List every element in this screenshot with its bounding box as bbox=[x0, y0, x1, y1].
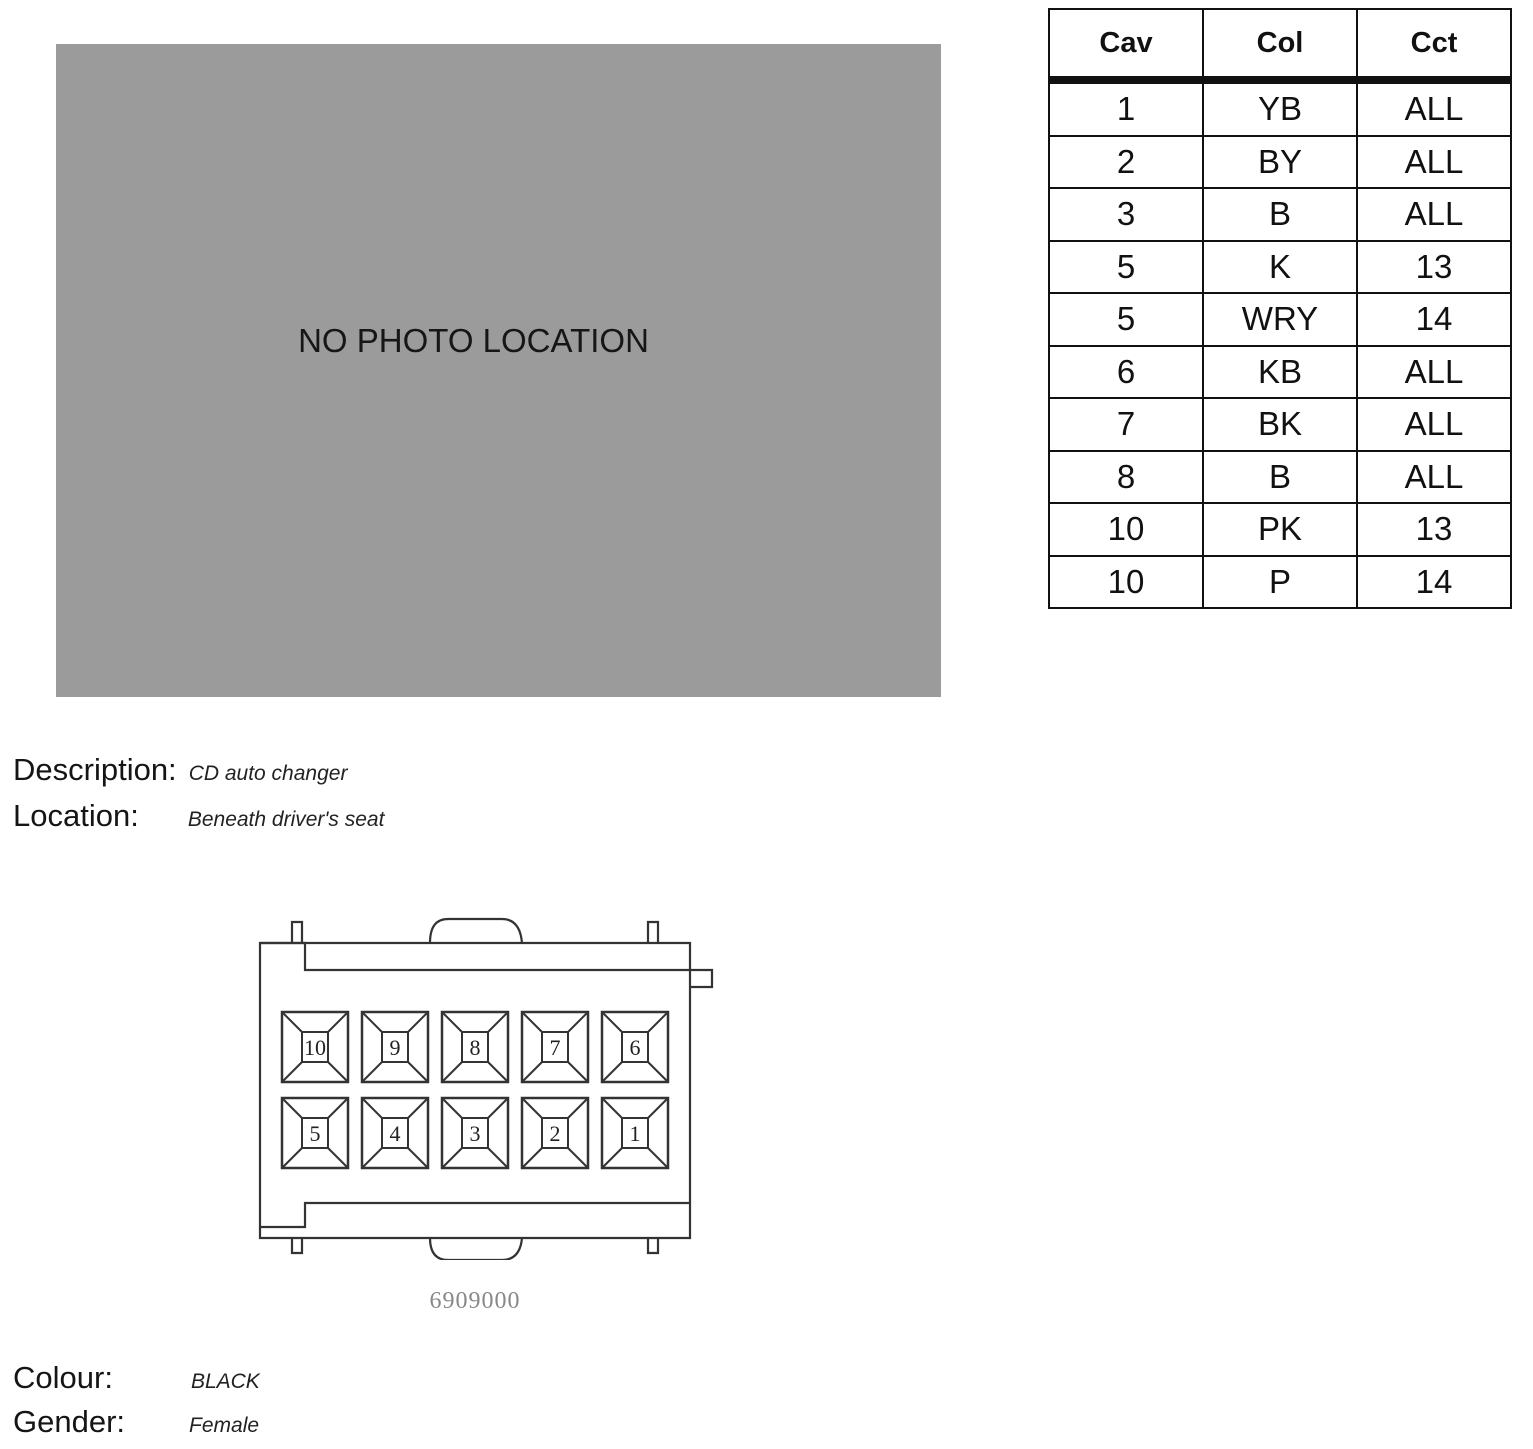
housing-bottom-rail bbox=[260, 1203, 690, 1227]
side-key bbox=[690, 970, 712, 987]
cell-cavity: 8 bbox=[1049, 451, 1203, 504]
connector-housing bbox=[260, 943, 690, 1238]
cell-colour: B bbox=[1203, 451, 1357, 504]
cavity-number-label: 4 bbox=[389, 1121, 401, 1146]
cavity-number-label: 2 bbox=[549, 1121, 561, 1146]
cell-colour: WRY bbox=[1203, 293, 1357, 346]
cavity-4 bbox=[362, 1098, 428, 1168]
cavity-number-label: 7 bbox=[549, 1035, 561, 1060]
pin-table-row bbox=[1049, 241, 1511, 294]
pin-table-row bbox=[1049, 188, 1511, 241]
cavity-9 bbox=[362, 1012, 428, 1082]
top-latch bbox=[430, 919, 522, 943]
description-label: Description: bbox=[13, 752, 177, 787]
cavity-number-label: 1 bbox=[629, 1121, 641, 1146]
pin-table-row bbox=[1049, 136, 1511, 189]
cell-circuit: ALL bbox=[1357, 346, 1511, 399]
description-value: CD auto changer bbox=[188, 762, 348, 785]
header-colour: Col bbox=[1203, 9, 1357, 80]
cavity-3 bbox=[442, 1098, 508, 1168]
cell-cavity: 5 bbox=[1049, 241, 1203, 294]
cell-colour: BK bbox=[1203, 398, 1357, 451]
cell-colour: KB bbox=[1203, 346, 1357, 399]
top-right-tab bbox=[648, 922, 658, 943]
cell-colour: B bbox=[1203, 188, 1357, 241]
housing-top-rail bbox=[260, 943, 690, 970]
pin-table-row bbox=[1049, 451, 1511, 504]
cell-circuit: 13 bbox=[1357, 241, 1511, 294]
colour-label: Colour: bbox=[13, 1360, 113, 1395]
pin-table-row bbox=[1049, 503, 1511, 556]
colour-value: BLACK bbox=[190, 1370, 260, 1393]
cavity-8 bbox=[442, 1012, 508, 1082]
cell-cavity: 3 bbox=[1049, 188, 1203, 241]
description-row bbox=[13, 752, 347, 788]
cell-colour: PK bbox=[1203, 503, 1357, 556]
cell-cavity: 6 bbox=[1049, 346, 1203, 399]
pin-table-row bbox=[1049, 80, 1511, 136]
cell-colour: BY bbox=[1203, 136, 1357, 189]
cavity-2 bbox=[522, 1098, 588, 1168]
gender-value: Female bbox=[189, 1414, 260, 1437]
cell-cavity: 5 bbox=[1049, 293, 1203, 346]
bottom-left-tab bbox=[292, 1238, 302, 1253]
top-left-tab bbox=[292, 922, 302, 943]
cell-circuit: ALL bbox=[1357, 188, 1511, 241]
cell-circuit: ALL bbox=[1357, 398, 1511, 451]
bottom-latch bbox=[430, 1238, 522, 1260]
cell-circuit: ALL bbox=[1357, 80, 1511, 136]
cell-circuit: ALL bbox=[1357, 451, 1511, 504]
cavity-number-label: 8 bbox=[469, 1035, 481, 1060]
pin-table-row bbox=[1049, 398, 1511, 451]
connector-face-diagram bbox=[240, 905, 720, 1260]
cavity-pin-table bbox=[1048, 8, 1512, 609]
cell-circuit: 14 bbox=[1357, 556, 1511, 609]
location-value: Beneath driver's seat bbox=[187, 808, 385, 831]
cavity-6 bbox=[602, 1012, 668, 1082]
cell-cavity: 1 bbox=[1049, 80, 1203, 136]
cell-colour: YB bbox=[1203, 80, 1357, 136]
cell-colour: K bbox=[1203, 241, 1357, 294]
cell-cavity: 2 bbox=[1049, 136, 1203, 189]
cavity-number-label: 6 bbox=[629, 1035, 641, 1060]
cell-circuit: 14 bbox=[1357, 293, 1511, 346]
connector-part-number: 6909000 bbox=[429, 1288, 521, 1314]
pin-table-header-row bbox=[1049, 9, 1511, 80]
header-cavity: Cav bbox=[1049, 9, 1203, 80]
cavity-5 bbox=[282, 1098, 348, 1168]
cell-circuit: ALL bbox=[1357, 136, 1511, 189]
bottom-right-tab bbox=[648, 1238, 658, 1253]
connector-photo-placeholder bbox=[56, 44, 941, 697]
cell-colour: P bbox=[1203, 556, 1357, 609]
cavity-7 bbox=[522, 1012, 588, 1082]
cavity-number-label: 5 bbox=[309, 1121, 321, 1146]
cell-cavity: 10 bbox=[1049, 556, 1203, 609]
cavity-10 bbox=[282, 1012, 348, 1082]
photo-placeholder-text: NO PHOTO LOCATION bbox=[298, 321, 649, 359]
cavity-1 bbox=[602, 1098, 668, 1168]
pin-table-row bbox=[1049, 556, 1511, 609]
gender-label: Gender: bbox=[13, 1404, 126, 1439]
cell-circuit: 13 bbox=[1357, 503, 1511, 556]
header-circuit: Cct bbox=[1357, 9, 1511, 80]
colour-row bbox=[13, 1360, 260, 1396]
cavity-number-label: 10 bbox=[304, 1035, 326, 1060]
location-label: Location: bbox=[13, 798, 139, 833]
gender-row bbox=[13, 1404, 259, 1440]
cavity-number-label: 3 bbox=[469, 1121, 481, 1146]
pin-table-row bbox=[1049, 346, 1511, 399]
cavity-number-label: 9 bbox=[389, 1035, 401, 1060]
cell-cavity: 7 bbox=[1049, 398, 1203, 451]
cell-cavity: 10 bbox=[1049, 503, 1203, 556]
pin-table-row bbox=[1049, 293, 1511, 346]
location-row bbox=[13, 798, 384, 834]
